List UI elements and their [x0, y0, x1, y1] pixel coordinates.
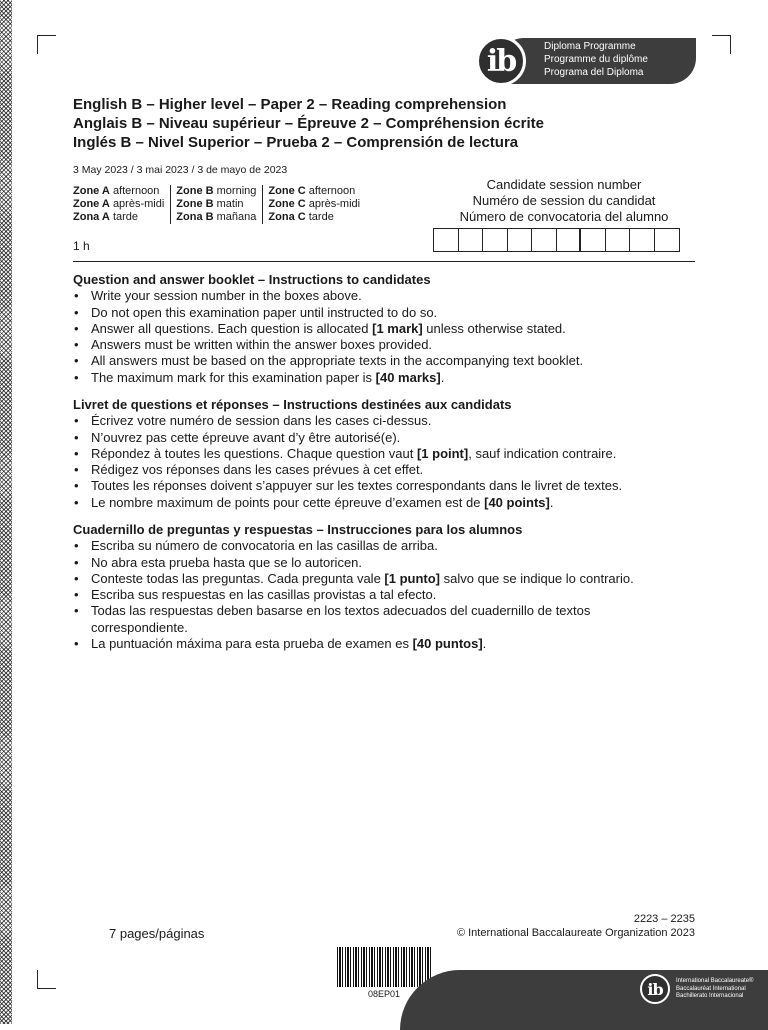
logo-line: Programa del Diploma	[544, 67, 644, 78]
instruction-item: • Write your session number in the boxes above.	[73, 288, 713, 304]
org-name	[676, 978, 753, 1001]
paper-code: 2223 – 2235	[633, 913, 695, 925]
zone-row: Zona B mañana	[176, 211, 257, 223]
instruction-item: • All answers must be based on the appropriate texts in the accompanying text booklet.	[73, 353, 713, 369]
session-number-boxes[interactable]	[433, 228, 680, 252]
zone-row: Zone B morning	[176, 185, 257, 197]
instructions-spanish	[73, 522, 713, 652]
crop-mark-top-left	[37, 35, 56, 54]
instruction-item: • Toutes les réponses doivent s’appuyer sur les textes correspondants dans le livret de textes.	[73, 478, 713, 494]
zone-column-c	[268, 185, 366, 224]
zone-row: Zone C après-midi	[268, 198, 361, 210]
logo-text	[544, 40, 648, 79]
session-label-line: Número de convocatoria del alumno	[459, 209, 669, 224]
session-digit-box[interactable]	[532, 229, 557, 251]
instruction-item: • Escriba su número de convocatoria en las casillas de arriba.	[73, 538, 713, 554]
session-digit-box[interactable]	[508, 229, 533, 251]
title-spanish: Inglés B – Nivel Superior – Prueba 2 – Comprensión de lectura	[73, 134, 519, 151]
instruction-item: • Todas las respuestas deben basarse en los textos adecuados del cuadernillo de textos correspondiente.	[73, 603, 651, 636]
instruction-item: • The maximum mark for this examination paper is [40 marks].	[73, 370, 713, 386]
exam-date: 3 May 2023 / 3 mai 2023 / 3 de mayo de 2023	[73, 164, 288, 176]
instructions-list	[73, 288, 713, 386]
session-label-line: Numéro de session du candidat	[472, 193, 656, 208]
instruction-item: • N’ouvrez pas cette épreuve avant d’y être autorisé(e).	[73, 430, 713, 446]
org-line: International Baccalaureate®	[676, 978, 754, 984]
crop-mark-top-right	[712, 35, 731, 54]
session-digit-box[interactable]	[606, 229, 631, 251]
instruction-item: • Rédigez vos réponses dans les cases prévues à cet effet.	[73, 462, 713, 478]
session-digit-box[interactable]	[655, 229, 680, 251]
ib-diploma-logo	[470, 36, 696, 88]
session-digit-box[interactable]	[630, 229, 655, 251]
session-number-label	[432, 177, 696, 225]
barcode-number: 08EP01	[367, 989, 401, 999]
header-divider	[73, 261, 695, 262]
title-french: Anglais B – Niveau supérieur – Épreuve 2 – Compréhension écrite	[73, 115, 544, 132]
session-digit-box[interactable]	[483, 229, 508, 251]
page-edge-strip	[0, 0, 12, 1024]
org-line: Bachillerato Internacional	[676, 993, 744, 999]
zone-column-a	[73, 185, 171, 224]
zone-row: Zone A afternoon	[73, 185, 160, 197]
instructions-list	[73, 538, 713, 652]
session-label-line: Candidate session number	[486, 177, 642, 192]
session-digit-box[interactable]	[459, 229, 484, 251]
instructions-heading: Cuadernillo de preguntas y respuestas – Instrucciones para los alumnos	[73, 522, 523, 537]
instruction-item: • Answer all questions. Each question is allocated [1 mark] unless otherwise stated.	[73, 321, 713, 337]
footer-info	[457, 912, 695, 940]
instruction-item: • Écrivez votre numéro de session dans les cases ci-dessus.	[73, 413, 713, 429]
copyright: © International Baccalaureate Organization 2023	[456, 927, 695, 939]
instruction-item: • Conteste todas las preguntas. Cada pregunta vale [1 punto] salvo que se indique lo contrario.	[73, 571, 713, 587]
zone-row: Zona C tarde	[268, 211, 334, 223]
session-digit-box[interactable]	[557, 229, 582, 251]
logo-line: Diploma Programme	[544, 41, 636, 52]
paper-titles	[73, 95, 544, 152]
instructions-french	[73, 397, 713, 511]
zone-row: Zona A tarde	[73, 211, 139, 223]
zone-column-b	[176, 185, 263, 224]
instruction-item: • Répondez à toutes les questions. Chaque question vaut [1 point], sauf indication contraire.	[73, 446, 713, 462]
session-digit-box[interactable]	[581, 229, 606, 251]
instruction-item: • Escriba sus respuestas en las casillas provistas a tal efecto.	[73, 587, 713, 603]
title-english: English B – Higher level – Paper 2 – Reading comprehension	[73, 96, 507, 113]
page-count: 7 pages/páginas	[109, 926, 205, 941]
logo-line: Programme du diplôme	[544, 54, 648, 65]
instruction-item: • Do not open this examination paper until instructed to do so.	[73, 305, 713, 321]
org-line: Baccalauréat International	[676, 985, 746, 992]
zone-row: Zone C afternoon	[268, 185, 356, 197]
instructions-list	[73, 413, 713, 511]
instruction-item: • La puntuación máxima para esta prueba de examen es [40 puntos].	[73, 636, 713, 652]
instruction-item: • Le nombre maximum de points pour cette épreuve d’examen est de [40 points].	[73, 495, 713, 511]
instructions-english	[73, 272, 713, 386]
instruction-item: • Answers must be written within the answer boxes provided.	[73, 337, 713, 353]
zone-row: Zone A après-midi	[73, 198, 165, 210]
exam-duration: 1 h	[73, 239, 90, 253]
session-digit-box[interactable]	[434, 229, 459, 251]
instructions-heading: Question and answer booklet – Instructions to candidates	[73, 272, 431, 287]
ib-logo-icon: ib	[476, 36, 526, 86]
ib-logo-icon: ib	[640, 974, 670, 1004]
instructions-heading: Livret de questions et réponses – Instructions destinées aux candidats	[73, 397, 512, 412]
crop-mark-bottom-left	[37, 970, 56, 989]
zone-table	[73, 185, 371, 224]
zone-row: Zone B matin	[176, 198, 244, 210]
instruction-item: • No abra esta prueba hasta que se lo autoricen.	[73, 555, 713, 571]
ib-footer-logo	[400, 960, 768, 1024]
